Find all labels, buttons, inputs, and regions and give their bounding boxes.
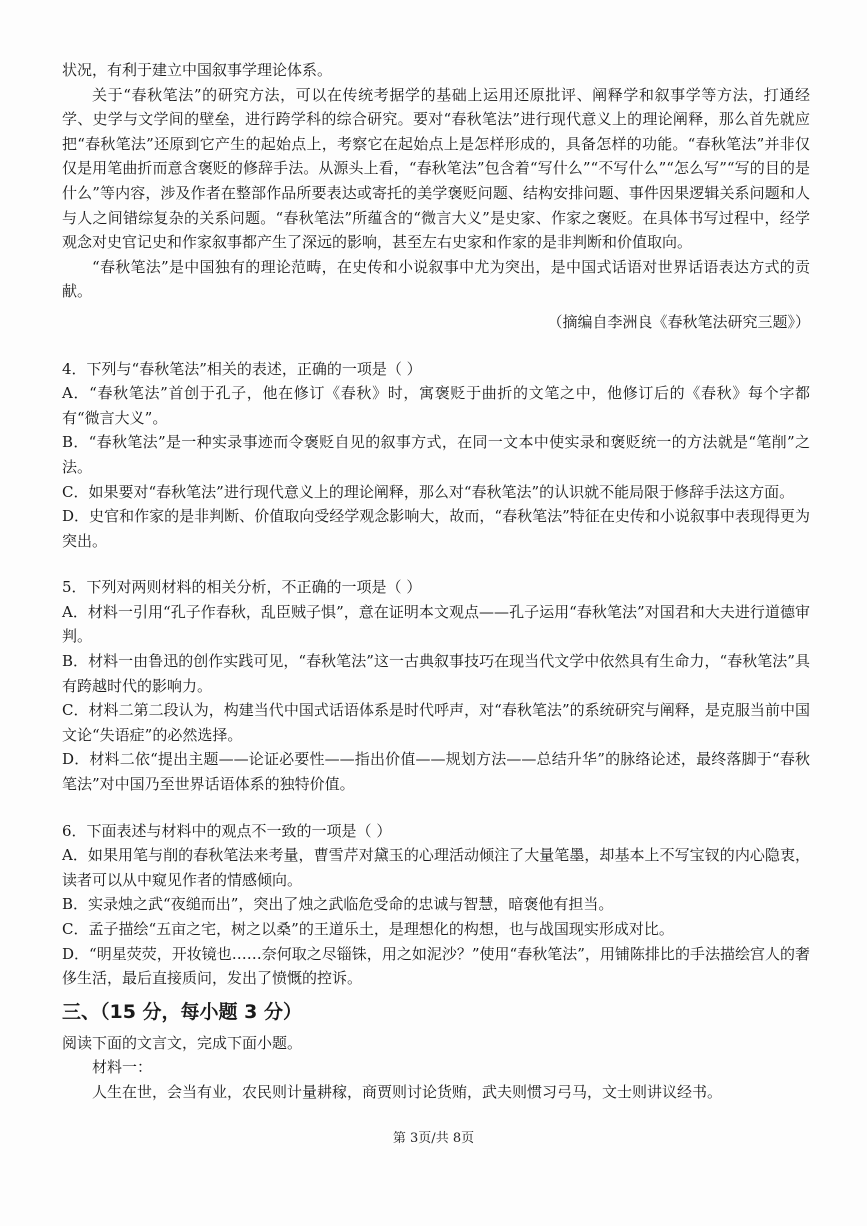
question-6 (62, 819, 810, 991)
option-d: D．材料二依“提出主题——论证必要性——指出价值——规划方法——总结升华”的脉络论述，最终落脚于“春秋笔法”对中国乃至世界话语体系的独特价值。 (62, 750, 810, 794)
option-a: A．如果用笔与削的春秋笔法来考量，曹雪芹对黛玉的心理活动倾注了大量笔墨，却基本上不写宝钗的内心隐衷，读者可以从中窥见作者的情感倾向。 (62, 846, 810, 889)
option-c: C．材料二第二段认为，构建当代中国式话语体系是时代呼声，对“春秋笔法”的系统研究与阐释，是克服当前中国文论“失语症”的必然选择。 (62, 701, 810, 744)
question-4 (62, 357, 810, 554)
option-c: C．孟子描绘“五亩之宅，树之以桑”的王道乐土，是理想化的构想，也与战国现实形成对比。 (62, 920, 674, 938)
question-stem: 4．下列与“春秋笔法”相关的表述，正确的一项是（ ） (62, 359, 422, 378)
page-number: 第 3页/共 8页 (392, 1131, 475, 1146)
option-d: D．史官和作家的是非判断、价值取向受经学观念影响大，故而，“春秋笔法”特征在史传和小说叙事中表现得更为突出。 (62, 507, 810, 550)
option-b: B．材料一由鲁迅的创作实践可见，“春秋笔法”这一古典叙事技巧在现当代文学中依然具有生命力，“春秋笔法”具有跨越时代的影响力。 (62, 652, 810, 695)
question-5 (62, 575, 810, 796)
option-b: B．“春秋笔法”是一种实录事迹而令褒贬自见的叙事方式，在同一文本中使实录和褒贬统一的方法就是“笔削”之法。 (62, 433, 810, 476)
option-d: D．“明星荧荧，开妆镜也……奈何取之尽锱铢，用之如泥沙？”使用“春秋笔法”，用铺陈排比的手法描绘宫人的奢侈生活，最后直接质问，发出了愤慨的控诉。 (62, 944, 810, 988)
passage-source: （摘编自李洲良《春秋笔法研究三题》） (547, 312, 810, 331)
material-label: 材料一： (92, 1058, 153, 1077)
section-3 (62, 997, 810, 1105)
section-instruction: 阅读下面的文言文，完成下面小题。 (62, 1033, 303, 1052)
option-c: C．如果要对“春秋笔法”进行现代意义上的理论阐释，那么对“春秋笔法”的认识就不能局限于修辞手法这方面。 (62, 482, 795, 501)
passage-paragraph: 关于“春秋笔法”的研究方法，可以在传统考据学的基础上运用还原批评、阐释学和叙事学等方法，打通经学、史学与文学间的壁垒，进行跨学科的综合研究。要对“春秋笔法”进行现代意义上的理论阐释，那么首先就应把“春秋笔法”还原到它产生的起始点上，考察它在起始点上是怎样形成的，具备怎样的功能。“春秋笔法”并非仅仅是用笔曲折而意含褒贬的修辞手法。从源头上看，“春秋笔法”包含着“写什么”“不写什么”“怎么写”“写的目的是什么”等内容，涉及作者在整部作品所要表达或寄托的美学褒贬问题、结构安排问题、事件因果逻辑关系问题和人与人之间错综复杂的关系问题。“春秋笔法”所蕴含的“微言大义”是史家、作家之褒贬。在具体书写过程中，经学观念对史官记史和作家叙事都产生了深远的影响，甚至左右史家和作家的是非判断和价值取向。 (62, 85, 810, 252)
passage-paragraph: “春秋笔法”是中国独有的理论范畴，在史传和小说叙事中尤为突出，是中国式话语对世界话语表达方式的贡献。 (62, 257, 810, 301)
passage-paragraph: 状况，有利于建立中国叙事学理论体系。 (62, 61, 333, 79)
option-a: A．“春秋笔法”首创于孔子，他在修订《春秋》时，寓褒贬于曲折的文笔之中，他修订后的《春秋》每个字都有“微言大义”。 (62, 384, 810, 427)
option-b: B．实录烛之武“夜缒而出”，突出了烛之武临危受命的忠诚与智慧，暗褒他有担当。 (62, 895, 614, 914)
section-heading: 三、（15 分，每小题 3 分） (62, 1000, 303, 1023)
reading-passage (62, 58, 810, 335)
question-stem: 6．下面表述与材料中的观点不一致的一项是（ ） (62, 821, 392, 840)
option-a: A．材料一引用“孔子作春秋，乱臣贼子惧”，意在证明本文观点——孔子运用“春秋笔法”对国君和大夫进行道德审判。 (62, 602, 810, 646)
page-content (62, 58, 810, 1105)
material-text: 人生在世，会当有业，农民则计量耕稼，商贾则讨论货贿，武夫则惯习弓马，文士则讲议经书。 (92, 1082, 723, 1101)
question-stem: 5．下列对两则材料的相关分析，不正确的一项是（ ） (62, 578, 422, 597)
